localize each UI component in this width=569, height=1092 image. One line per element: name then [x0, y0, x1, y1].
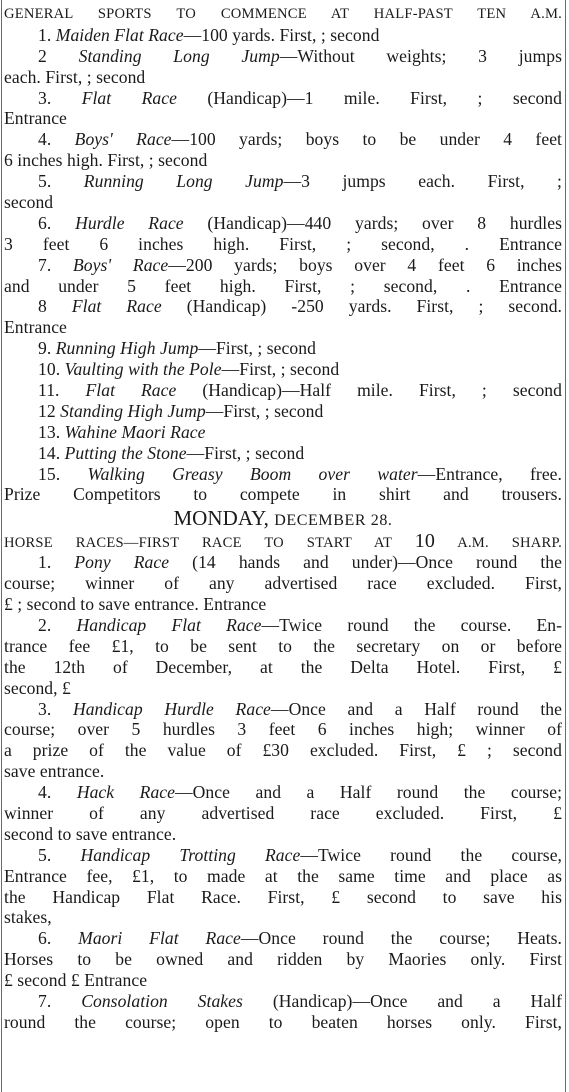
- event-name: Maiden Flat Race: [55, 24, 184, 45]
- event-name: Boys' Race: [74, 129, 172, 150]
- text-line: [4, 506, 562, 531]
- line-segment: —Entrance, free.: [417, 463, 562, 484]
- line-segment: (Handicap)—1 mile. First, ; second: [176, 87, 562, 108]
- line-segment: (Handicap) -250 yards. First, ; second.: [161, 296, 563, 317]
- line-segment: (14 hands and under)—Once round the: [169, 552, 562, 573]
- text-line: course; winner of any advertised race excluded. First,: [4, 573, 562, 594]
- line-segment: —Without weights; 3 jumps: [279, 45, 563, 66]
- event-name: Running High Jump: [55, 338, 199, 359]
- text-line: [4, 991, 562, 1012]
- text-line: £ second £ Entrance: [4, 970, 148, 991]
- line-segment: 5.: [38, 171, 84, 192]
- event-name: Wahine Maori Race: [64, 421, 206, 442]
- column-rule-left: [1, 0, 2, 1092]
- text-line: 3 feet 6 inches high. First, ; second, . Entrance: [4, 233, 562, 254]
- text-line: round the course; open to beaten horses only. First,: [4, 1011, 562, 1032]
- event-name: Flat Race: [81, 87, 177, 108]
- event-name: Vaulting with the Pole: [64, 359, 222, 380]
- text-line: course; over 5 hurdles 3 feet 6 inches high; winner of: [4, 719, 562, 740]
- text-line: [4, 359, 562, 380]
- line-segment: —Twice round the course,: [300, 844, 562, 865]
- line-segment: 12: [38, 400, 61, 421]
- text-line: [4, 443, 562, 464]
- line-segment: 10: [414, 530, 436, 553]
- event-name: Hack Race: [76, 782, 176, 803]
- column-rule-right: [565, 0, 566, 1092]
- line-segment: —3 jumps each. First, ;: [283, 171, 562, 192]
- line-segment: —Once and a Half round the: [270, 698, 562, 719]
- event-name: Running Long Jump: [83, 171, 284, 192]
- line-segment: 4.: [38, 129, 75, 150]
- text-line: second: [4, 192, 54, 213]
- text-line: 6 inches high. First, ; second: [4, 150, 208, 171]
- line-segment: 1.: [38, 552, 75, 573]
- text-line: [4, 25, 562, 46]
- line-segment: (Handicap)—Half mile. First, ; second: [176, 380, 563, 401]
- text-line: [4, 296, 562, 317]
- text-line: [4, 380, 562, 401]
- text-line: [4, 531, 562, 552]
- line-segment: 15.: [38, 463, 88, 484]
- event-name: Walking Greasy Boom over water: [87, 463, 418, 484]
- line-segment: —First, ; second: [186, 442, 305, 463]
- event-name: Putting the Stone: [64, 442, 187, 463]
- text-line: [4, 845, 562, 866]
- line-segment: 6.: [38, 212, 76, 233]
- text-line: [4, 401, 562, 422]
- text-line: [4, 213, 562, 234]
- event-name: Handicap Hurdle Race: [72, 698, 271, 719]
- text-line: the 12th of December, at the Delta Hotel. First, £: [4, 656, 562, 677]
- text-line: the Handicap Flat Race. First, £ second to save his: [4, 886, 562, 907]
- line-segment: 3.: [38, 87, 82, 108]
- line-segment: 14.: [38, 442, 65, 463]
- line-segment: 2: [38, 45, 79, 66]
- event-name: Flat Race: [85, 380, 177, 401]
- text-line: [4, 255, 562, 276]
- line-segment: DECEMBER 28.: [274, 512, 393, 530]
- text-line: Prize Competitors to compete in shirt and trousers.: [4, 484, 562, 505]
- text-line: second, £: [4, 677, 71, 698]
- text-line: Horses to be owned and ridden by Maories only. First: [4, 949, 562, 970]
- line-segment: 10.: [38, 359, 65, 380]
- line-segment: —200 yards; boys over 4 feet 6 inches: [168, 254, 562, 275]
- event-name: Consolation Stakes: [81, 990, 243, 1011]
- line-segment: 3.: [38, 698, 73, 719]
- text-line: [4, 46, 562, 67]
- line-segment: —First, ; second: [205, 400, 324, 421]
- text-line: [4, 464, 562, 485]
- text-line: [4, 928, 562, 949]
- event-name: Standing Long Jump: [78, 45, 280, 66]
- text-line: winner of any advertised race excluded. First, £: [4, 802, 562, 823]
- text-line: [4, 552, 562, 573]
- line-segment: 11.: [38, 380, 86, 401]
- text-line: [4, 171, 562, 192]
- line-segment: (Handicap)—Once and a Half: [242, 990, 562, 1011]
- text-line: trance fee £1, to be sent to the secretary on or before: [4, 635, 562, 656]
- line-segment: —Once round the course; Heats.: [240, 928, 562, 949]
- line-segment: MONDAY,: [173, 506, 275, 531]
- line-segment: —First, ; second: [221, 359, 340, 380]
- column-text: [4, 4, 562, 1033]
- event-name: Hurdle Race: [75, 212, 184, 233]
- line-segment: 2.: [38, 614, 77, 635]
- event-name: Handicap Flat Race: [76, 614, 262, 635]
- event-name: Handicap Trotting Race: [80, 844, 301, 865]
- text-line: second to save entrance.: [4, 823, 177, 844]
- text-line: [4, 699, 562, 720]
- line-segment: 8: [38, 296, 72, 317]
- line-segment: —Once and a Half round the course;: [175, 782, 563, 803]
- line-segment: 9.: [38, 338, 56, 359]
- text-line: [4, 129, 562, 150]
- text-line: and under 5 feet high. First, ; second, . Entrance: [4, 275, 562, 296]
- event-name: Pony Race: [74, 552, 170, 573]
- text-line: £ ; second to save entrance. Entrance: [4, 594, 267, 615]
- text-line: [4, 782, 562, 803]
- line-segment: —Twice round the course. En-: [261, 614, 563, 635]
- text-line: save entrance.: [4, 761, 105, 782]
- event-name: Boys' Race: [73, 254, 169, 275]
- line-segment: 5.: [38, 844, 81, 865]
- text-line: Entrance: [4, 317, 67, 338]
- event-name: Maori Flat Race: [78, 928, 241, 949]
- text-line: a prize of the value of £30 excluded. First, £ ; second: [4, 740, 562, 761]
- line-segment: 7.: [38, 990, 82, 1011]
- text-line: GENERAL SPORTS TO COMMENCE AT HALF-PAST TEN A.M.: [4, 6, 562, 22]
- line-segment: 6.: [38, 928, 79, 949]
- text-line: [4, 615, 562, 636]
- line-segment: 1.: [38, 24, 56, 45]
- line-segment: —First, ; second: [198, 338, 316, 359]
- text-line: Entrance: [4, 108, 67, 129]
- text-line: [4, 88, 562, 109]
- line-segment: 7.: [38, 254, 73, 275]
- text-line: [4, 338, 562, 359]
- text-line: [4, 422, 562, 443]
- event-name: Flat Race: [71, 296, 162, 317]
- line-segment: A.M. SHARP.: [435, 535, 562, 552]
- text-line: stakes,: [4, 907, 52, 928]
- line-segment: HORSE RACES—FIRST RACE TO START AT: [4, 535, 415, 552]
- line-segment: —100 yards. First, ; second: [183, 24, 380, 45]
- text-line: each. First, ; second: [4, 66, 146, 87]
- event-name: Standing High Jump: [60, 400, 206, 421]
- line-segment: 4.: [38, 782, 77, 803]
- line-segment: —100 yards; boys to be under 4 feet: [171, 129, 562, 150]
- line-segment: (Handicap)—440 yards; over 8 hurdles: [183, 212, 562, 233]
- line-segment: 13.: [38, 421, 65, 442]
- text-line: Entrance fee, £1, to made at the same time and place as: [4, 865, 562, 886]
